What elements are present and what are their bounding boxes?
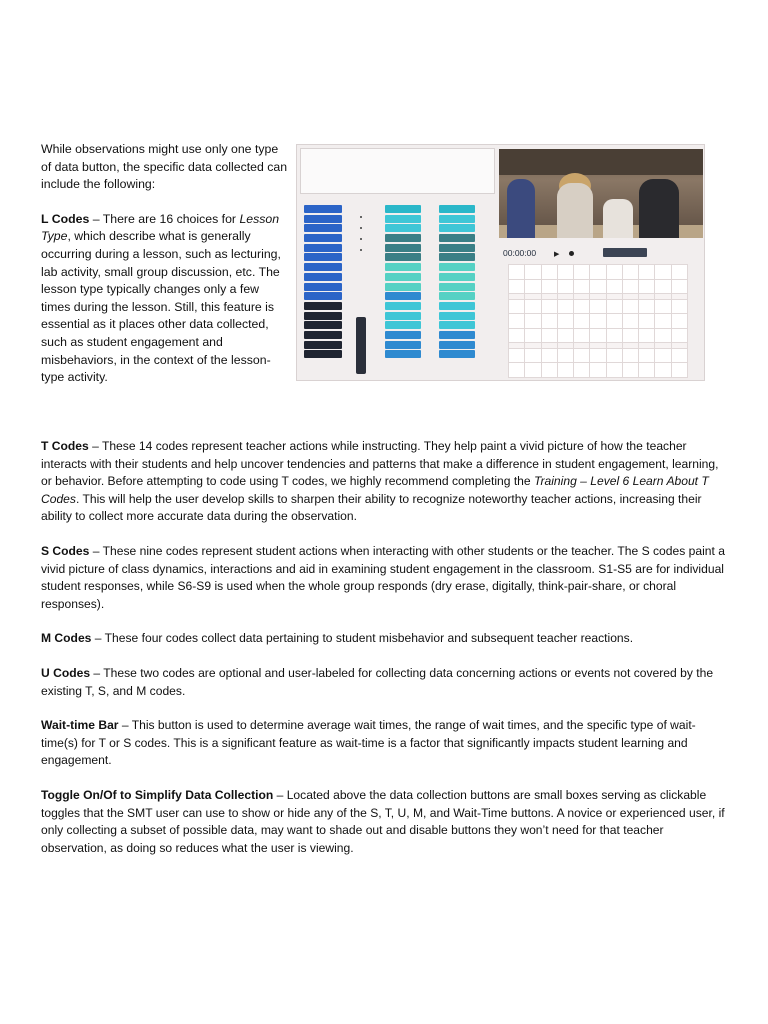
grid-cell[interactable] bbox=[622, 299, 638, 314]
grid-cell[interactable] bbox=[509, 265, 525, 280]
grid-cell[interactable] bbox=[557, 328, 573, 343]
code-button[interactable] bbox=[439, 205, 475, 213]
toggle-box[interactable] bbox=[360, 238, 362, 240]
grid-cell[interactable] bbox=[671, 363, 687, 378]
grid-cell[interactable] bbox=[622, 314, 638, 329]
grid-cell[interactable] bbox=[606, 348, 622, 363]
m-codes-term: M Codes bbox=[41, 631, 92, 646]
grid-cell[interactable] bbox=[671, 299, 687, 314]
grid-cell[interactable] bbox=[541, 314, 557, 329]
intro-column bbox=[41, 141, 291, 404]
t-codes-training-link: Training – Level 6 Learn About T Codes bbox=[41, 474, 709, 506]
grid-cell[interactable] bbox=[509, 328, 525, 343]
intro-paragraph: While observations might use only one type of data button, the specific data collected can include the following: bbox=[41, 142, 288, 192]
code-button[interactable] bbox=[385, 331, 421, 339]
grid-row bbox=[509, 363, 688, 378]
code-button[interactable] bbox=[385, 350, 421, 358]
grid-cell[interactable] bbox=[622, 348, 638, 363]
grid-cell[interactable] bbox=[574, 279, 590, 294]
grid-cell[interactable] bbox=[590, 299, 606, 314]
code-button[interactable] bbox=[385, 244, 421, 252]
grid-cell[interactable] bbox=[525, 265, 541, 280]
grid-cell[interactable] bbox=[509, 279, 525, 294]
code-button[interactable] bbox=[385, 283, 421, 291]
l-code-button[interactable] bbox=[304, 312, 342, 320]
t-codes-paragraph bbox=[41, 438, 731, 526]
m-codes-paragraph bbox=[41, 630, 731, 648]
toggle-paragraph bbox=[41, 787, 731, 857]
l-code-button[interactable] bbox=[304, 234, 342, 242]
classroom-video bbox=[499, 149, 703, 238]
grid-cell[interactable] bbox=[525, 348, 541, 363]
l-code-button[interactable] bbox=[304, 292, 342, 300]
grid-cell[interactable] bbox=[639, 299, 655, 314]
l-code-button[interactable] bbox=[304, 215, 342, 223]
grid-row bbox=[509, 265, 688, 280]
l-code-button[interactable] bbox=[304, 350, 342, 358]
wait-time-term: Wait-time Bar bbox=[41, 718, 119, 733]
grid-row bbox=[509, 328, 688, 343]
video-background-shelf bbox=[499, 149, 703, 175]
l-code-button[interactable] bbox=[304, 224, 342, 232]
grid-cell[interactable] bbox=[509, 299, 525, 314]
play-icon[interactable]: ▶ bbox=[554, 251, 560, 258]
save-button[interactable] bbox=[603, 248, 647, 257]
l-codes-italic: Lesson Type bbox=[41, 211, 280, 244]
code-button[interactable] bbox=[439, 283, 475, 291]
grid-cell[interactable] bbox=[639, 348, 655, 363]
grid-cell[interactable] bbox=[590, 265, 606, 280]
toggle-term: Toggle On/Of to Simplify Data Collection bbox=[41, 787, 274, 802]
video-student bbox=[507, 179, 535, 238]
code-button[interactable] bbox=[439, 341, 475, 349]
grid-cell[interactable] bbox=[622, 279, 638, 294]
grid-cell[interactable] bbox=[574, 265, 590, 280]
code-button[interactable] bbox=[385, 312, 421, 320]
grid-cell[interactable] bbox=[655, 314, 671, 329]
grid-cell[interactable] bbox=[671, 328, 687, 343]
grid-cell[interactable] bbox=[557, 314, 573, 329]
code-button[interactable] bbox=[439, 331, 475, 339]
grid-row bbox=[509, 348, 688, 363]
grid-cell[interactable] bbox=[525, 314, 541, 329]
code-button[interactable] bbox=[385, 292, 421, 300]
record-icon[interactable] bbox=[569, 251, 574, 256]
l-code-button[interactable] bbox=[304, 273, 342, 281]
code-button[interactable] bbox=[439, 350, 475, 358]
grid-cell[interactable] bbox=[509, 348, 525, 363]
video-student bbox=[603, 199, 633, 238]
grid-cell[interactable] bbox=[655, 265, 671, 280]
l-code-button[interactable] bbox=[304, 302, 342, 310]
l-code-buttons bbox=[304, 205, 342, 360]
grid-cell[interactable] bbox=[525, 299, 541, 314]
l-code-button[interactable] bbox=[304, 331, 342, 339]
grid-cell[interactable] bbox=[655, 328, 671, 343]
grid-cell[interactable] bbox=[671, 279, 687, 294]
grid-cell[interactable] bbox=[509, 314, 525, 329]
grid-cell[interactable] bbox=[574, 328, 590, 343]
toggle-box[interactable] bbox=[360, 249, 362, 251]
code-button[interactable] bbox=[439, 224, 475, 232]
video-student bbox=[639, 179, 679, 238]
u-codes-paragraph bbox=[41, 665, 731, 700]
l-codes-term: L Codes bbox=[41, 211, 90, 226]
s-codes-paragraph bbox=[41, 543, 731, 613]
grid-cell[interactable] bbox=[606, 363, 622, 378]
grid-cell[interactable] bbox=[606, 328, 622, 343]
grid-cell[interactable] bbox=[541, 265, 557, 280]
code-button[interactable] bbox=[385, 205, 421, 213]
code-button[interactable] bbox=[385, 263, 421, 271]
grid-cell[interactable] bbox=[671, 265, 687, 280]
code-button[interactable] bbox=[385, 273, 421, 281]
code-button[interactable] bbox=[385, 341, 421, 349]
l-codes-paragraph bbox=[41, 211, 291, 387]
s-m-code-buttons bbox=[439, 205, 475, 360]
code-button[interactable] bbox=[439, 273, 475, 281]
grid-cell[interactable] bbox=[639, 328, 655, 343]
grid-cell[interactable] bbox=[590, 328, 606, 343]
u-codes-term: U Codes bbox=[41, 665, 91, 680]
grid-cell[interactable] bbox=[574, 348, 590, 363]
toggle-box[interactable] bbox=[360, 227, 362, 229]
toggle-boxes[interactable] bbox=[358, 207, 364, 307]
code-button[interactable] bbox=[439, 215, 475, 223]
grid-cell[interactable] bbox=[557, 363, 573, 378]
toggle-box[interactable] bbox=[360, 216, 362, 218]
video-timer: 00:00:00 bbox=[503, 248, 537, 258]
grid-cell[interactable] bbox=[525, 328, 541, 343]
grid-cell[interactable] bbox=[557, 299, 573, 314]
grid-cell[interactable] bbox=[590, 279, 606, 294]
grid-cell[interactable] bbox=[655, 299, 671, 314]
data-grid bbox=[508, 264, 688, 378]
wait-time-paragraph bbox=[41, 717, 731, 770]
t-code-buttons bbox=[385, 205, 421, 360]
code-button[interactable] bbox=[385, 215, 421, 223]
m-codes-text: – These four codes collect data pertaining to student misbehavior and subsequent teacher reactions. bbox=[91, 631, 634, 646]
u-codes-text: – These two codes are optional and user-labeled for collecting data concerning actions or events not covered by the existing T, S, and M codes. bbox=[41, 665, 714, 698]
grid-cell[interactable] bbox=[590, 348, 606, 363]
grid-cell[interactable] bbox=[509, 363, 525, 378]
grid-cell[interactable] bbox=[671, 348, 687, 363]
code-button[interactable] bbox=[439, 234, 475, 242]
smt-app-screenshot bbox=[296, 144, 705, 381]
l-code-button[interactable] bbox=[304, 341, 342, 349]
grid-cell[interactable] bbox=[557, 348, 573, 363]
code-button[interactable] bbox=[385, 224, 421, 232]
grid-cell[interactable] bbox=[574, 299, 590, 314]
t-codes-text: – These 14 codes represent teacher actions while instructing. They help paint a vivid picture of how the teacher interacts with their students and help uncover tendencies and patterns that make a difference in student engagement, learning, or behavior. Before attempting to code using T codes, we highly recommend completing the bbox=[41, 439, 719, 489]
code-button[interactable] bbox=[439, 312, 475, 320]
grid-cell[interactable] bbox=[574, 314, 590, 329]
grid-cell[interactable] bbox=[541, 363, 557, 378]
video-controls bbox=[503, 248, 703, 260]
code-button[interactable] bbox=[385, 321, 421, 329]
grid-cell[interactable] bbox=[622, 363, 638, 378]
grid-cell[interactable] bbox=[557, 265, 573, 280]
l-code-button[interactable] bbox=[304, 253, 342, 261]
l-code-button[interactable] bbox=[304, 321, 342, 329]
grid-cell[interactable] bbox=[606, 279, 622, 294]
t-codes-text-end: . This will help the user develop skills to sharpen their ability to recognize noteworthy teacher actions, increasing their ability to collect more accurate data during the observation. bbox=[41, 491, 702, 524]
grid-cell[interactable] bbox=[606, 299, 622, 314]
grid-cell[interactable] bbox=[655, 348, 671, 363]
code-button[interactable] bbox=[439, 292, 475, 300]
code-button[interactable] bbox=[385, 234, 421, 242]
grid-cell[interactable] bbox=[639, 363, 655, 378]
code-button[interactable] bbox=[439, 321, 475, 329]
grid-cell[interactable] bbox=[541, 348, 557, 363]
grid-cell[interactable] bbox=[590, 363, 606, 378]
code-button[interactable] bbox=[439, 253, 475, 261]
l-code-button[interactable] bbox=[304, 283, 342, 291]
grid-row bbox=[509, 314, 688, 329]
code-button[interactable] bbox=[385, 253, 421, 261]
grid-cell[interactable] bbox=[606, 265, 622, 280]
grid-cell[interactable] bbox=[655, 279, 671, 294]
grid-cell[interactable] bbox=[557, 279, 573, 294]
grid-cell[interactable] bbox=[525, 279, 541, 294]
grid-row bbox=[509, 279, 688, 294]
grid-row bbox=[509, 299, 688, 314]
code-descriptions bbox=[41, 438, 731, 874]
grid-cell[interactable] bbox=[606, 314, 622, 329]
grid-cell[interactable] bbox=[590, 314, 606, 329]
l-code-button[interactable] bbox=[304, 244, 342, 252]
grid-cell[interactable] bbox=[525, 363, 541, 378]
grid-cell[interactable] bbox=[622, 328, 638, 343]
grid-cell[interactable] bbox=[655, 363, 671, 378]
grid-cell[interactable] bbox=[541, 279, 557, 294]
s-codes-text: – These nine codes represent student actions when interacting with other students or the teacher. The S codes paint a vivid picture of class dynamics, interactions and aid in examining student engagement in the classroom. S1-S5 are for individual student responses, while S6-S9 is used when the whole group responds (dry erase, digitally, think-pair-share, or choral responses). bbox=[41, 543, 725, 611]
grid-cell[interactable] bbox=[574, 363, 590, 378]
code-button[interactable] bbox=[439, 302, 475, 310]
video-student bbox=[557, 183, 593, 238]
grid-cell[interactable] bbox=[541, 299, 557, 314]
wait-time-text: – This button is used to determine average wait times, the range of wait times, and the specific type of wait-time(s) for T or S codes. This is a significant feature as wait-time is a factor that significantly impacts student learning and engagement. bbox=[41, 718, 696, 768]
wait-time-bar[interactable] bbox=[356, 317, 366, 374]
observation-header-panel bbox=[300, 148, 495, 194]
code-button[interactable] bbox=[439, 263, 475, 271]
s-codes-term: S Codes bbox=[41, 543, 90, 558]
code-button[interactable] bbox=[439, 244, 475, 252]
t-codes-term: T Codes bbox=[41, 439, 89, 453]
l-code-button[interactable] bbox=[304, 205, 342, 213]
l-code-button[interactable] bbox=[304, 263, 342, 271]
grid-cell[interactable] bbox=[671, 314, 687, 329]
l-codes-text: , which describe what is generally occurring during a lesson, such as lecturing, lab activity, small group discussion, etc. The lesson type typically changes only a few times during the lesson. Still, this feature is essential as it places other data collected, such as student engagement and misbehaviors, in the context of the lesson-type activity. bbox=[41, 229, 281, 385]
grid-cell[interactable] bbox=[639, 279, 655, 294]
grid-cell[interactable] bbox=[639, 265, 655, 280]
l-codes-sep: – There are 16 choices for bbox=[89, 211, 240, 226]
grid-cell[interactable] bbox=[541, 328, 557, 343]
code-button[interactable] bbox=[385, 302, 421, 310]
grid-cell[interactable] bbox=[639, 314, 655, 329]
toggle-text: – Located above the data collection buttons are small boxes serving as clickable toggles that the SMT user can use to show or hide any of the S, T, U, M, and Wait-Time buttons. A novice or experienced user, if only collecting a subset of possible data, may want to shade out and disable buttons they won’t need for that teacher observation, as doing so reduces what the user is viewing. bbox=[41, 787, 725, 855]
grid-cell[interactable] bbox=[622, 265, 638, 280]
